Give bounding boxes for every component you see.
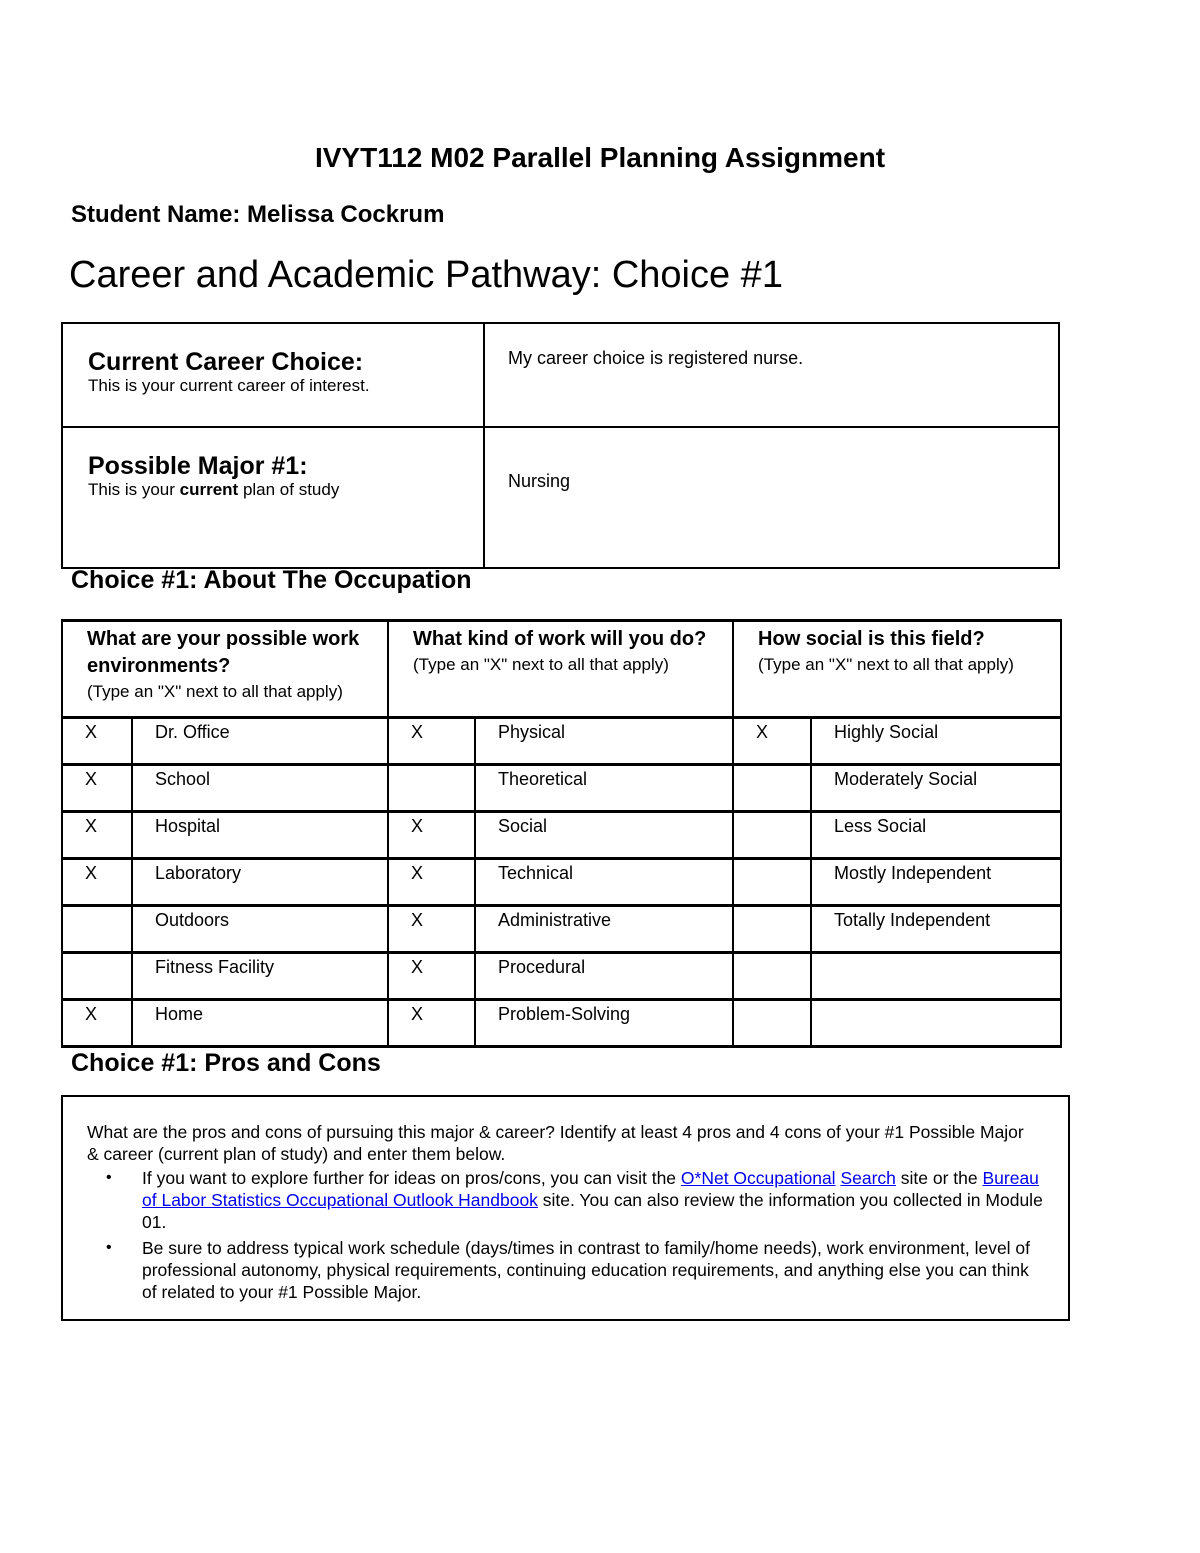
current-career-note: This is your current career of interest. xyxy=(88,376,370,395)
bullet2-text: Be sure to address typical work schedule (days/times in contrast to family/home needs), work environment, level of professional autonomy, physical requirements, continuing education requirements, and anything else you can think of related to your #1 Possible Major. xyxy=(142,1238,1031,1302)
current-career-value[interactable]: My career choice is registered nurse. xyxy=(484,323,1059,427)
social-mark[interactable] xyxy=(733,765,811,812)
social-mark[interactable] xyxy=(733,1000,811,1047)
possible-major-label-cell xyxy=(62,427,484,568)
social-mark[interactable] xyxy=(733,906,811,953)
work-option: Social xyxy=(475,812,733,859)
environment-mark[interactable]: X xyxy=(62,1000,132,1047)
social-option: Moderately Social xyxy=(811,765,1061,812)
social-option: Highly Social xyxy=(811,718,1061,765)
environment-mark[interactable]: X xyxy=(62,718,132,765)
occupation-heading: Choice #1: About The Occupation xyxy=(71,566,472,594)
bullet1-post: site. You can also review the information you collected in Module 01. xyxy=(142,1190,1043,1232)
work-mark[interactable]: X xyxy=(388,906,475,953)
major-note-pre: This is your xyxy=(88,480,180,499)
environment-mark[interactable]: X xyxy=(62,859,132,906)
work-environments-question: What are your possible work environments? xyxy=(87,628,360,677)
pros-cons-box[interactable] xyxy=(61,1095,1070,1321)
social-field-note: (Type an "X" next to all that apply) xyxy=(758,655,1014,674)
pros-cons-instructions xyxy=(87,1167,1047,1307)
work-mark[interactable]: X xyxy=(388,718,475,765)
work-mark[interactable] xyxy=(388,765,475,812)
occupation-header-row xyxy=(62,621,1061,718)
work-option: Problem-Solving xyxy=(475,1000,733,1047)
environment-mark[interactable] xyxy=(62,953,132,1000)
work-option: Administrative xyxy=(475,906,733,953)
work-option: Procedural xyxy=(475,953,733,1000)
social-mark[interactable] xyxy=(733,859,811,906)
student-name: Student Name: Melissa Cockrum xyxy=(71,201,445,228)
environment-option: Dr. Office xyxy=(132,718,388,765)
kind-of-work-header xyxy=(388,621,733,718)
table-row xyxy=(62,765,1061,812)
bullet-icon: • xyxy=(106,1169,112,1186)
social-option xyxy=(811,953,1061,1000)
pathway-heading: Career and Academic Pathway: Choice #1 xyxy=(69,254,783,296)
environment-option: Laboratory xyxy=(132,859,388,906)
social-field-header xyxy=(733,621,1061,718)
list-item xyxy=(87,1167,1047,1233)
social-option: Less Social xyxy=(811,812,1061,859)
pros-cons-heading: Choice #1: Pros and Cons xyxy=(71,1049,381,1077)
work-option: Theoretical xyxy=(475,765,733,812)
social-mark[interactable] xyxy=(733,953,811,1000)
document-title: IVYT112 M02 Parallel Planning Assignment xyxy=(314,142,886,173)
social-field-question: How social is this field? xyxy=(758,628,985,650)
environment-mark[interactable]: X xyxy=(62,765,132,812)
social-option: Mostly Independent xyxy=(811,859,1061,906)
occupation-table xyxy=(61,619,1062,1048)
bullet-icon: • xyxy=(106,1239,112,1256)
bullet1-mid: site or the xyxy=(895,1168,983,1188)
bullet1-pre: If you want to explore further for ideas on pros/cons, you can visit the xyxy=(142,1168,681,1188)
pros-cons-intro: What are the pros and cons of pursuing this major & career? Identify at least 4 pros and 4 cons of your #1 Possible Major & career (current plan of study) and enter them below. xyxy=(87,1122,1024,1164)
social-option xyxy=(811,1000,1061,1047)
work-mark[interactable]: X xyxy=(388,859,475,906)
current-career-label: Current Career Choice: xyxy=(88,348,364,376)
career-choice-table xyxy=(61,322,1060,569)
current-career-label-cell xyxy=(62,323,484,427)
possible-major-row xyxy=(62,427,1059,568)
major-note-bold: current xyxy=(179,480,239,499)
environment-option: Hospital xyxy=(132,812,388,859)
environment-option: Outdoors xyxy=(132,906,388,953)
kind-of-work-question: What kind of work will you do? xyxy=(413,628,707,650)
bls-handbook-link[interactable]: Bureau of Labor Statistics Occupational Outlook Handbook xyxy=(142,1168,1039,1210)
work-option: Physical xyxy=(475,718,733,765)
environment-mark[interactable]: X xyxy=(62,812,132,859)
social-mark[interactable]: X xyxy=(733,718,811,765)
onet-search-link[interactable]: Search xyxy=(840,1168,896,1188)
current-career-row xyxy=(62,323,1059,427)
possible-major-note xyxy=(88,480,477,500)
work-environments-header xyxy=(62,621,388,718)
possible-major-label: Possible Major #1: xyxy=(88,452,308,480)
environment-mark[interactable] xyxy=(62,906,132,953)
table-row xyxy=(62,859,1061,906)
table-row xyxy=(62,906,1061,953)
table-row xyxy=(62,953,1061,1000)
work-mark[interactable]: X xyxy=(388,1000,475,1047)
work-mark[interactable]: X xyxy=(388,953,475,1000)
work-option: Technical xyxy=(475,859,733,906)
work-mark[interactable]: X xyxy=(388,812,475,859)
work-environments-note: (Type an "X" next to all that apply) xyxy=(87,682,343,701)
kind-of-work-note: (Type an "X" next to all that apply) xyxy=(413,655,669,674)
list-item xyxy=(87,1237,1047,1303)
table-row xyxy=(62,718,1061,765)
environment-option: School xyxy=(132,765,388,812)
possible-major-value[interactable]: Nursing xyxy=(484,427,1059,568)
social-mark[interactable] xyxy=(733,812,811,859)
onet-occupational-link[interactable]: O*Net Occupational xyxy=(680,1168,836,1188)
major-note-post: plan of study xyxy=(238,480,340,499)
social-option: Totally Independent xyxy=(811,906,1061,953)
environment-option: Fitness Facility xyxy=(132,953,388,1000)
environment-option: Home xyxy=(132,1000,388,1047)
table-row xyxy=(62,1000,1061,1047)
table-row xyxy=(62,812,1061,859)
